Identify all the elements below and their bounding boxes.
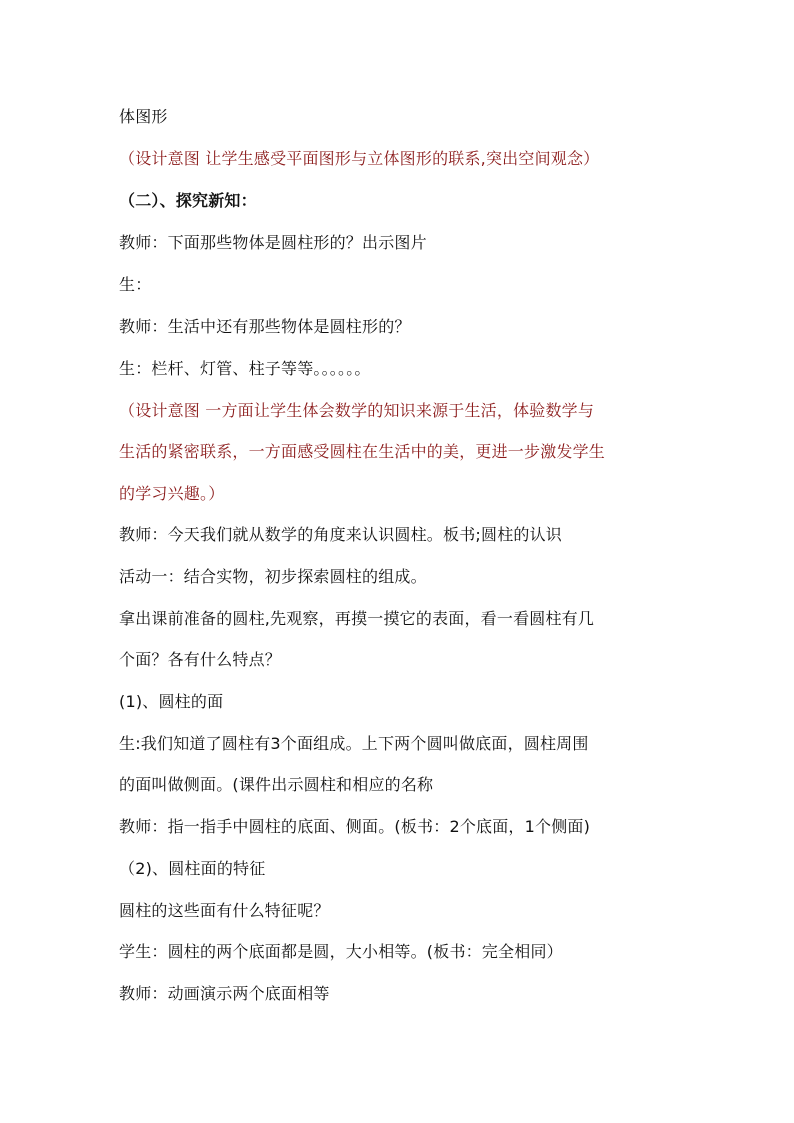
activity-one-heading: 活动一：结合实物，初步探索圆柱的组成。 — [119, 567, 427, 586]
teacher-line: 教师：动画演示两个底面相等 — [119, 984, 330, 1003]
teacher-line: 教师：下面那些物体是圆柱形的？出示图片 — [119, 233, 427, 252]
teacher-line: 教师：指一指手中圆柱的底面、侧面。(板书：2个底面，1个侧面) — [119, 817, 591, 836]
design-note-2-line-2: 生活的紧密联系，一方面感受圆柱在生活中的美，更进一步激发学生 — [119, 442, 606, 461]
section-heading-explore: （二）、探究新知： — [119, 191, 257, 210]
teacher-line: 教师：生活中还有那些物体是圆柱形的？ — [119, 317, 411, 336]
design-note-2-line-3: 的学习兴趣。） — [119, 484, 225, 503]
instruction-line-1: 拿出课前准备的圆柱,先观察，再摸一摸它的表面，看一看圆柱有几 — [119, 609, 595, 628]
design-note-1: （设计意图 让学生感受平面图形与立体图形的联系,突出空间观念） — [119, 149, 600, 168]
subsection-cylinder-faces: (1)、圆柱的面 — [119, 692, 224, 711]
text-line-continuation: 体图形 — [119, 107, 168, 126]
design-note-2-line-1: （设计意图 一方面让学生体会数学的知识来源于生活，体验数学与 — [119, 401, 595, 420]
student-answer-line-1: 生:我们知道了圆柱有3个面组成。上下两个圆叫做底面，圆柱周围 — [119, 734, 589, 753]
student-line: 生：栏杆、灯管、柱子等等。。。。。。 — [119, 359, 371, 378]
question-line: 圆柱的这些面有什么特征呢？ — [119, 901, 330, 920]
instruction-line-2: 个面？各有什么特点？ — [119, 650, 282, 669]
student-line: 学生：圆柱的两个底面都是圆，大小相等。(板书：完全相同） — [119, 942, 563, 961]
teacher-line: 教师：今天我们就从数学的角度来认识圆柱。板书;圆柱的认识 — [119, 525, 562, 544]
student-answer-line-2: 的面叫做侧面。(课件出示圆柱和相应的名称 — [119, 775, 434, 794]
subsection-face-features: （2)、圆柱面的特征 — [119, 859, 266, 878]
student-line: 生： — [119, 275, 152, 294]
